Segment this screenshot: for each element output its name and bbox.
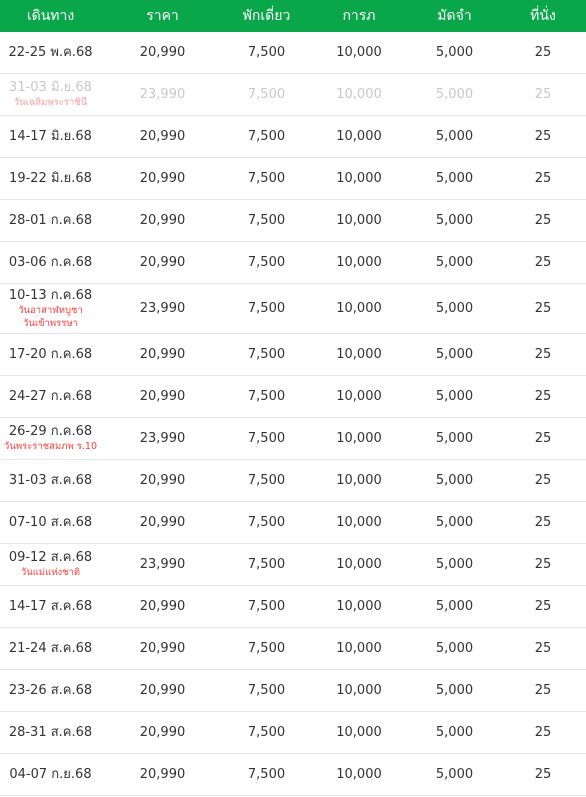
deposit-cell: 5,000	[435, 388, 474, 404]
seats-cell: 25	[534, 472, 552, 488]
seats-cell: 25	[534, 346, 552, 362]
departure-date: 26-29 ก.ค.68	[8, 424, 93, 439]
departure-cell	[0, 641, 101, 657]
departure-date: 04-07 ก.ย.68	[9, 766, 92, 782]
tax-cell: 10,000	[336, 346, 382, 362]
seats-cell: 25	[534, 86, 552, 102]
table-row	[0, 628, 586, 670]
departure-date: 07-10 ส.ค.68	[8, 514, 93, 530]
table-row	[0, 544, 586, 586]
header-single-supplement: พักเดี่ยว	[242, 8, 291, 24]
deposit-cell: 5,000	[435, 128, 474, 144]
price-cell: 20,990	[139, 598, 186, 614]
departure-date: 28-31 ส.ค.68	[8, 724, 93, 740]
departure-date: 28-01 ก.ค.68	[8, 212, 93, 228]
holiday-note: วันเข้าพรรษา	[23, 317, 78, 329]
seats-cell: 25	[534, 300, 552, 316]
tax-cell: 10,000	[336, 128, 382, 144]
deposit-cell: 5,000	[435, 640, 474, 656]
departure-date: 22-25 พ.ค.68	[8, 44, 93, 60]
tax-cell: 10,000	[336, 514, 382, 530]
seats-cell: 25	[534, 682, 552, 698]
deposit-cell: 5,000	[435, 170, 474, 186]
tax-cell: 10,000	[336, 44, 382, 60]
departure-date: 09-12 ส.ค.68	[8, 550, 93, 565]
holiday-note: วันอาสาฬหบูชา	[18, 304, 83, 316]
deposit-cell: 5,000	[435, 430, 474, 446]
departure-cell	[0, 515, 101, 531]
price-cell: 20,990	[139, 128, 186, 144]
price-cell: 20,990	[139, 254, 186, 270]
tax-cell: 10,000	[336, 254, 382, 270]
tax-cell: 10,000	[336, 682, 382, 698]
departure-cell	[0, 213, 101, 229]
table-body	[0, 32, 586, 796]
price-cell: 20,990	[139, 44, 186, 60]
single-supplement-cell: 7,500	[247, 640, 286, 656]
departure-date: 23-26 ส.ค.68	[8, 682, 93, 698]
tax-cell: 10,000	[336, 86, 382, 102]
departure-cell	[0, 347, 101, 363]
holiday-note: วันพระราชสมภพ ร.10	[4, 441, 97, 452]
header-price: ราคา	[146, 8, 179, 24]
single-supplement-cell: 7,500	[247, 254, 286, 270]
seats-cell: 25	[534, 430, 552, 446]
departure-cell	[0, 683, 101, 699]
price-cell: 20,990	[139, 640, 186, 656]
tax-cell: 10,000	[336, 430, 382, 446]
departure-date: 24-27 ก.ค.68	[8, 388, 93, 404]
deposit-cell: 5,000	[435, 598, 474, 614]
seats-cell: 25	[534, 212, 552, 228]
single-supplement-cell: 7,500	[247, 170, 286, 186]
deposit-cell: 5,000	[435, 86, 474, 102]
price-cell: 23,990	[139, 300, 186, 316]
single-supplement-cell: 7,500	[247, 766, 286, 782]
table-row	[0, 158, 586, 200]
header-tax: การภ	[342, 8, 376, 24]
deposit-cell: 5,000	[435, 514, 474, 530]
single-supplement-cell: 7,500	[247, 44, 286, 60]
table-row	[0, 502, 586, 544]
deposit-cell: 5,000	[435, 346, 474, 362]
departure-date: 17-20 ก.ค.68	[8, 346, 93, 362]
single-supplement-cell: 7,500	[247, 430, 286, 446]
single-supplement-cell: 7,500	[247, 724, 286, 740]
deposit-cell: 5,000	[435, 766, 474, 782]
table-row	[0, 242, 586, 284]
departure-date: 31-03 ส.ค.68	[8, 472, 93, 488]
tax-cell: 10,000	[336, 724, 382, 740]
table-row	[0, 116, 586, 158]
single-supplement-cell: 7,500	[247, 682, 286, 698]
departure-date: 14-17 ส.ค.68	[8, 598, 93, 614]
price-cell: 20,990	[139, 170, 186, 186]
single-supplement-cell: 7,500	[247, 128, 286, 144]
tax-cell: 10,000	[336, 640, 382, 656]
price-cell: 23,990	[139, 556, 186, 572]
deposit-cell: 5,000	[435, 300, 474, 316]
tax-cell: 10,000	[336, 472, 382, 488]
seats-cell: 25	[534, 766, 552, 782]
price-cell: 20,990	[139, 682, 186, 698]
header-deposit: มัดจำ	[437, 8, 472, 24]
tax-cell: 10,000	[336, 388, 382, 404]
departure-cell	[0, 550, 101, 579]
single-supplement-cell: 7,500	[247, 556, 286, 572]
table-row	[0, 334, 586, 376]
deposit-cell: 5,000	[435, 212, 474, 228]
tax-cell: 10,000	[336, 598, 382, 614]
departure-date: 14-17 มิ.ย.68	[9, 128, 92, 144]
seats-cell: 25	[534, 640, 552, 656]
seats-cell: 25	[534, 598, 552, 614]
seats-cell: 25	[534, 388, 552, 404]
tax-cell: 10,000	[336, 300, 382, 316]
seats-cell: 25	[534, 724, 552, 740]
table-row	[0, 460, 586, 502]
price-cell: 20,990	[139, 766, 186, 782]
single-supplement-cell: 7,500	[247, 514, 286, 530]
tax-cell: 10,000	[336, 766, 382, 782]
departure-cell	[0, 80, 101, 109]
departure-date: 21-24 ส.ค.68	[8, 640, 93, 656]
tax-cell: 10,000	[336, 170, 382, 186]
price-cell: 20,990	[139, 472, 186, 488]
price-cell: 20,990	[139, 346, 186, 362]
price-cell: 23,990	[139, 86, 186, 102]
seats-cell: 25	[534, 254, 552, 270]
departure-cell	[0, 288, 101, 330]
deposit-cell: 5,000	[435, 472, 474, 488]
deposit-cell: 5,000	[435, 254, 474, 270]
table-row	[0, 754, 586, 796]
table-row	[0, 586, 586, 628]
seats-cell: 25	[534, 170, 552, 186]
departure-date: 10-13 ก.ค.68	[8, 287, 93, 303]
seats-cell: 25	[534, 556, 552, 572]
single-supplement-cell: 7,500	[247, 598, 286, 614]
tax-cell: 10,000	[336, 556, 382, 572]
departure-date: 03-06 ก.ค.68	[8, 254, 93, 270]
tax-cell: 10,000	[336, 212, 382, 228]
deposit-cell: 5,000	[435, 682, 474, 698]
table-row	[0, 200, 586, 242]
single-supplement-cell: 7,500	[247, 86, 286, 102]
departure-cell	[0, 129, 101, 145]
departure-cell	[0, 767, 101, 783]
departure-cell	[0, 725, 101, 741]
table-header	[0, 0, 586, 32]
price-cell: 20,990	[139, 388, 186, 404]
holiday-note: วันเฉลิมพระราชินี	[13, 97, 88, 108]
holiday-note: วันแม่แห่งชาติ	[20, 567, 81, 578]
deposit-cell: 5,000	[435, 556, 474, 572]
seats-cell: 25	[534, 44, 552, 60]
departure-cell	[0, 599, 101, 615]
price-cell: 20,990	[139, 724, 186, 740]
table-row	[0, 74, 586, 116]
departure-cell	[0, 171, 101, 187]
table-row	[0, 32, 586, 74]
single-supplement-cell: 7,500	[247, 300, 286, 316]
departure-cell	[0, 473, 101, 489]
departure-date: 19-22 มิ.ย.68	[9, 170, 92, 186]
deposit-cell: 5,000	[435, 724, 474, 740]
departure-cell	[0, 255, 101, 271]
price-cell: 20,990	[139, 212, 186, 228]
departure-date: 31-03 มิ.ย.68	[9, 80, 92, 95]
seats-cell: 25	[534, 514, 552, 530]
price-cell: 23,990	[139, 430, 186, 446]
departure-cell	[0, 424, 101, 453]
departure-cell	[0, 389, 101, 405]
table-row	[0, 418, 586, 460]
header-departure: เดินทาง	[26, 8, 75, 24]
seats-cell: 25	[534, 128, 552, 144]
single-supplement-cell: 7,500	[247, 212, 286, 228]
departure-cell	[0, 45, 101, 61]
single-supplement-cell: 7,500	[247, 472, 286, 488]
table-row	[0, 376, 586, 418]
table-row	[0, 284, 586, 334]
table-row	[0, 712, 586, 754]
price-cell: 20,990	[139, 514, 186, 530]
single-supplement-cell: 7,500	[247, 388, 286, 404]
single-supplement-cell: 7,500	[247, 346, 286, 362]
deposit-cell: 5,000	[435, 44, 474, 60]
table-row	[0, 670, 586, 712]
header-seats: ที่นั่ง	[530, 8, 556, 24]
